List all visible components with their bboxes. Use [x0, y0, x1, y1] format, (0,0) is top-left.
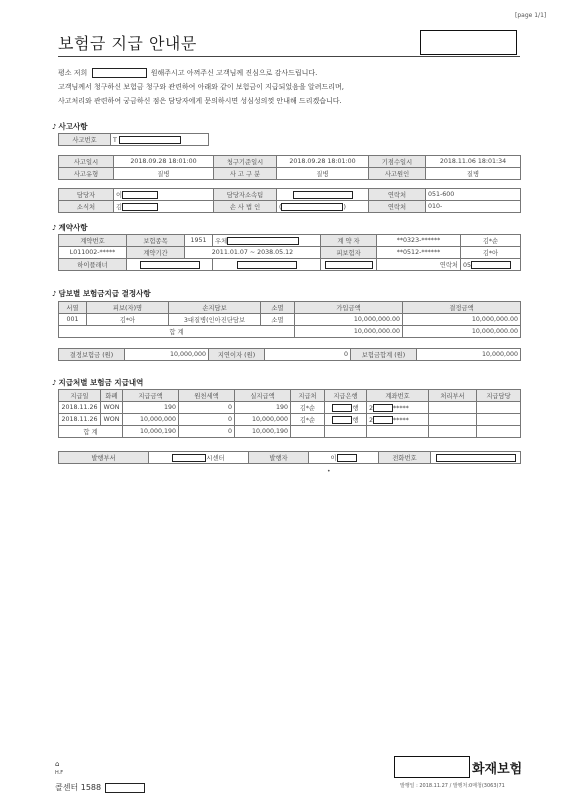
redaction-box	[471, 261, 511, 269]
home-icon: ⌂	[55, 760, 60, 768]
redaction-box	[140, 261, 200, 269]
music-note-icon: ♪	[52, 224, 57, 232]
accident-no-label: 사고번호	[59, 134, 111, 146]
table-row: 발행부서 시센터 발행자 이 전화번호	[59, 452, 521, 464]
table-row: 001 김*아 3대질병(인아진단담보 소멸 10,000,000.00 10,000,000.00	[59, 314, 521, 326]
section-title-payments: ♪ 지급처별 보험금 지급내역	[52, 378, 144, 387]
table-row: 소식처 김 손 사 법 인 ( ) 연락처 010-	[59, 201, 521, 213]
table-row: L011002-***** 계약기간 2011.01.07 ~ 2038.05.12 피보험자 **0512-****** 김*아	[59, 247, 521, 259]
table-row: 2018.11.26 WON 10,000,000 0 10,000,000 김*순 행 2 *****	[59, 414, 521, 426]
coverage-table	[58, 301, 521, 338]
table-row: 2018.11.26 WON 190 0 190 김*순 행 2 *****	[59, 402, 521, 414]
coverage-summary-table	[58, 348, 521, 361]
table-row: 서열 피보(자)명 손지담보 소멸 가입금액 결정금액	[59, 302, 521, 314]
redaction-box	[332, 416, 352, 424]
table-row: 담당자 이 담당자소속팀 연락처 051-600	[59, 189, 521, 201]
table-row: 합 계 10,000,000.00 10,000,000.00	[59, 326, 521, 338]
intro-line-3: 사고처리와 관련하여 궁금하신 점은 담당자에게 문의하시면 성심성의껏 안내해 드리겠습니다.	[58, 97, 342, 105]
accident-table	[58, 155, 521, 180]
redaction-box	[122, 203, 158, 211]
music-note-icon: ♪	[52, 123, 57, 131]
table-row: 계약번호 보험종목 1951 우체 계 약 자 **0323-****** 김*순	[59, 235, 521, 247]
table-row: 결정보험금 (원) 10,000,000 지연이자 (원) 0 보험금합계 (원) 10,000,000	[59, 349, 521, 361]
section-title-accident: ♪ 사고사항	[52, 122, 88, 131]
redaction-box	[420, 30, 517, 55]
redaction-box	[237, 261, 297, 269]
handler-table	[58, 188, 521, 213]
redaction-box	[373, 404, 393, 412]
redaction-box	[337, 454, 357, 462]
callcenter-number: 콜센터 1588	[55, 782, 145, 793]
company-brand: 화재보험	[472, 762, 523, 777]
accident-no-value: T	[111, 134, 209, 146]
redaction-box	[332, 404, 352, 412]
table-row: 사고일시 2018.09.28 18:01:00 청구기준일시 2018.09.28 18:01:00 기점수일시 2018.11.06 18:01:34	[59, 156, 521, 168]
contract-table	[58, 234, 521, 271]
redaction-box	[119, 136, 181, 144]
payments-table	[58, 389, 521, 438]
music-note-icon: ♪	[52, 379, 57, 387]
intro-text	[58, 66, 528, 108]
intro-line-1: 평소 저희 원해주시고 아껴주신 고객님께 진심으로 감사드립니다.	[58, 69, 318, 77]
issuer-table	[58, 451, 521, 464]
accident-number-table	[58, 133, 209, 146]
logo-sub: H.F	[55, 770, 64, 776]
table-row: 합 계 10,000,190 0 10,000,190	[59, 426, 521, 438]
page-title: 보험금 지급 안내문	[58, 34, 197, 53]
stray-dot: •	[327, 468, 331, 475]
redaction-box	[293, 191, 353, 199]
redaction-box	[122, 191, 158, 199]
intro-line-2: 고객님께서 청구하신 보험금 청구와 관련하여 아래와 같이 보험금이 지급되었음을 알려드리며,	[58, 83, 344, 91]
section-title-contract: ♪ 계약사항	[52, 223, 88, 232]
section-title-coverage: ♪ 담보별 보험금지급 결정사항	[52, 289, 151, 298]
redaction-box	[436, 454, 516, 462]
redaction-box	[105, 783, 145, 793]
table-row: 사고유형 질병 사 고 구 분 질병 사고원인 질병	[59, 168, 521, 180]
table-row: 하이플래너 연락처 05	[59, 259, 521, 271]
redaction-box	[325, 261, 373, 269]
title-divider	[58, 56, 520, 57]
redaction-box	[172, 454, 206, 462]
redaction-box	[394, 756, 470, 778]
redaction-box	[281, 203, 343, 211]
table-row: 지급일 화폐 지급금액 원천세액 실지급액 지급처 지급은행 계좌번호 처리부서 지급담당	[59, 390, 521, 402]
redaction-box	[92, 68, 147, 78]
redaction-box	[373, 416, 393, 424]
issue-footnote: 발행일 : 2018.11.27 / 발행처:0매청(3063)71	[400, 783, 505, 789]
redaction-box	[227, 237, 299, 245]
music-note-icon: ♪	[52, 290, 57, 298]
page-number: [page 1/1]	[515, 12, 547, 19]
